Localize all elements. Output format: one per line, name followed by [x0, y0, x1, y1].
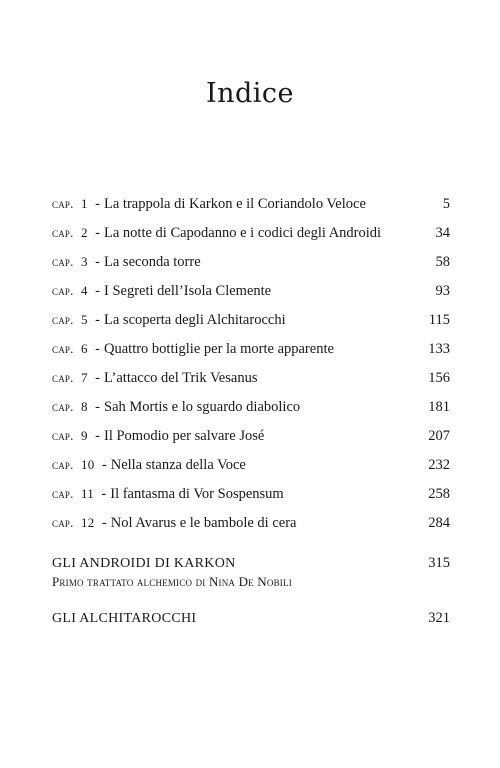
toc-entry-label: [52, 399, 300, 416]
toc-entry-9[interactable]: [52, 428, 450, 457]
page-number: 133: [428, 341, 450, 357]
chapter-number: 12: [77, 515, 98, 530]
separator: -: [101, 515, 107, 531]
chapter-title: I Segreti dell’Isola Clemente: [104, 283, 272, 299]
toc-entry-1[interactable]: [52, 196, 450, 225]
page-number: 207: [428, 428, 450, 444]
toc-entry-2[interactable]: [52, 225, 450, 254]
chapter-prefix: cap.: [52, 486, 74, 501]
toc-entry-7[interactable]: [52, 370, 450, 399]
toc-entry-label: [52, 457, 246, 474]
toc-entry-6[interactable]: [52, 341, 450, 370]
toc-entry-label: [52, 254, 201, 271]
appendix-title: GLI ALCHITAROCCHI: [52, 611, 197, 626]
chapter-prefix: cap.: [52, 457, 74, 472]
toc-entry-label: [52, 370, 257, 387]
separator: -: [101, 486, 107, 502]
separator: -: [101, 457, 107, 473]
chapter-prefix: cap.: [52, 428, 74, 443]
toc-entry-label: [52, 196, 366, 213]
appendix-alchitarocchi[interactable]: [52, 610, 450, 627]
page-title: Indice: [205, 78, 295, 109]
toc-entry-8[interactable]: [52, 399, 450, 428]
chapter-number: 9: [77, 428, 92, 443]
separator: -: [95, 196, 101, 212]
appendix-row: [52, 610, 450, 627]
chapter-number: 5: [77, 312, 92, 327]
separator: -: [95, 370, 101, 386]
chapter-prefix: cap.: [52, 515, 74, 530]
separator: -: [95, 225, 101, 241]
chapter-number: 7: [77, 370, 92, 385]
page-number: 284: [428, 515, 450, 531]
page-number: 58: [435, 254, 450, 270]
toc-entry-12[interactable]: [52, 515, 450, 544]
toc-entry-3[interactable]: [52, 254, 450, 283]
chapter-prefix: cap.: [52, 225, 74, 240]
toc-entry-label: [52, 515, 296, 532]
chapter-number: 8: [77, 399, 92, 414]
chapter-number: 4: [77, 283, 92, 298]
appendix-subtitle: Primo trattato alchemico di Nina De Nobili: [52, 574, 292, 589]
toc-entry-label: [52, 486, 284, 503]
chapter-title: La scoperta degli Alchitarocchi: [104, 312, 286, 328]
appendix-title: GLI ANDROIDI DI KARKON: [52, 556, 236, 571]
chapter-number: 2: [77, 225, 92, 240]
chapter-title: Sah Mortis e lo sguardo diabolico: [104, 399, 301, 415]
page-number: 5: [442, 196, 450, 212]
page-number: 34: [435, 225, 450, 241]
separator: -: [95, 341, 101, 357]
chapter-number: 1: [77, 196, 92, 211]
page-number: 93: [435, 283, 450, 299]
toc-entry-5[interactable]: [52, 312, 450, 341]
toc-entry-label: [52, 341, 334, 358]
chapter-number: 10: [77, 457, 98, 472]
chapter-title: Nella stanza della Voce: [110, 457, 246, 473]
chapter-prefix: cap.: [52, 370, 74, 385]
page-number: 115: [428, 312, 450, 328]
page-number: 156: [428, 370, 450, 386]
toc-entry-10[interactable]: [52, 457, 450, 486]
separator: -: [95, 428, 101, 444]
page-number: 315: [428, 555, 450, 571]
separator: -: [95, 254, 101, 270]
toc-entry-label: [52, 428, 264, 445]
table-of-contents: [52, 196, 450, 544]
chapter-number: 6: [77, 341, 92, 356]
page-number: 232: [428, 457, 450, 473]
appendix-row: [52, 555, 450, 572]
page-number: 258: [428, 486, 450, 502]
toc-entry-label: [52, 225, 381, 242]
chapter-prefix: cap.: [52, 341, 74, 356]
separator: -: [95, 399, 101, 415]
chapter-title: La notte di Capodanno e i codici degli Androidi: [104, 225, 382, 241]
chapter-title: La trappola di Karkon e il Coriandolo Veloce: [104, 196, 366, 212]
toc-entry-11[interactable]: [52, 486, 450, 515]
chapter-prefix: cap.: [52, 196, 74, 211]
page-number: 321: [428, 610, 450, 626]
chapter-prefix: cap.: [52, 312, 74, 327]
chapter-title: Quattro bottiglie per la morte apparente: [104, 341, 334, 357]
appendix-androidi[interactable]: [52, 555, 450, 590]
toc-entry-4[interactable]: [52, 283, 450, 312]
separator: -: [95, 312, 101, 328]
chapter-title: L’attacco del Trik Vesanus: [104, 370, 258, 386]
chapter-title: Il fantasma di Vor Sospensum: [110, 486, 284, 502]
chapter-title: La seconda torre: [104, 254, 201, 270]
separator: -: [95, 283, 101, 299]
chapter-prefix: cap.: [52, 399, 74, 414]
chapter-title: Il Pomodio per salvare José: [104, 428, 265, 444]
toc-entry-label: [52, 312, 286, 329]
page-number: 181: [428, 399, 450, 415]
chapter-number: 3: [77, 254, 92, 269]
chapter-prefix: cap.: [52, 254, 74, 269]
chapter-number: 11: [77, 486, 98, 501]
toc-entry-label: [52, 283, 271, 300]
chapter-title: Nol Avarus e le bambole di cera: [110, 515, 297, 531]
chapter-prefix: cap.: [52, 283, 74, 298]
